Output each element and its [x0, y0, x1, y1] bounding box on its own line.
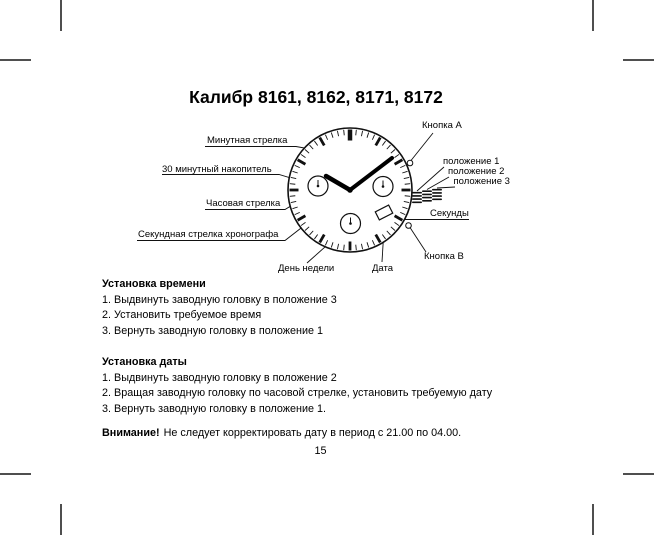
label-minute-counter: 30 минутный накопитель	[162, 163, 272, 175]
subdial-30min	[308, 176, 328, 196]
warning-note	[102, 427, 572, 439]
leader-position-3	[437, 187, 455, 188]
time-setting-step-3: 3. Вернуть заводную головку в положение 1	[102, 324, 323, 337]
label-day-of-week: День недели	[278, 262, 335, 274]
label-position-3: положение 3	[453, 175, 510, 187]
subdial-seconds	[373, 177, 393, 197]
label-button-b: Кнопка В	[424, 250, 464, 262]
label-seconds: Секунды	[430, 207, 469, 219]
date-setting-heading: Установка даты	[102, 356, 187, 368]
subdial-day-of-week	[341, 214, 361, 234]
page-number: 15	[314, 445, 327, 457]
label-date: Дата	[372, 262, 394, 274]
label-position-2: положение 2	[448, 165, 505, 177]
label-minute-hand: Минутная стрелка	[207, 135, 288, 146]
button-a	[407, 160, 413, 166]
warning-label: Внимание!	[102, 427, 160, 439]
time-setting-step-1: 1. Выдвинуть заводную головку в положение 3	[102, 293, 337, 306]
leader-minute-counter	[162, 175, 309, 184]
label-chrono-second-hand: Секундная стрелка хронографа	[138, 229, 279, 240]
warning-text: Не следует корректировать дату в период с 21.00 по 04.00.	[163, 427, 462, 439]
date-setting-step-1: 1. Выдвинуть заводную головку в положение 2	[102, 371, 337, 384]
time-setting-heading: Установка времени	[102, 278, 206, 290]
time-setting-section	[102, 277, 572, 339]
label-hour-hand: Часовая стрелка	[206, 198, 281, 209]
label-position-1: положение 1	[443, 155, 500, 167]
page-title: Калибр 8161, 8162, 8171, 8172	[189, 87, 443, 107]
leader-button-a	[411, 133, 433, 161]
leader-button-b	[410, 228, 426, 253]
time-setting-step-2: 2. Установить требуемое время	[102, 309, 262, 321]
crown-position-3	[433, 190, 441, 200]
center-pivot	[347, 187, 353, 193]
button-b	[406, 223, 412, 229]
crown-position-2	[423, 191, 431, 201]
date-setting-section	[102, 355, 572, 417]
crown-position-1	[413, 193, 421, 203]
date-setting-step-3: 3. Вернуть заводную головку в положение 1.	[102, 402, 326, 415]
date-setting-step-2: 2. Вращая заводную головку по часовой стрелке, установить требуемую дату	[102, 387, 493, 399]
label-button-a: Кнопка А	[422, 119, 462, 131]
